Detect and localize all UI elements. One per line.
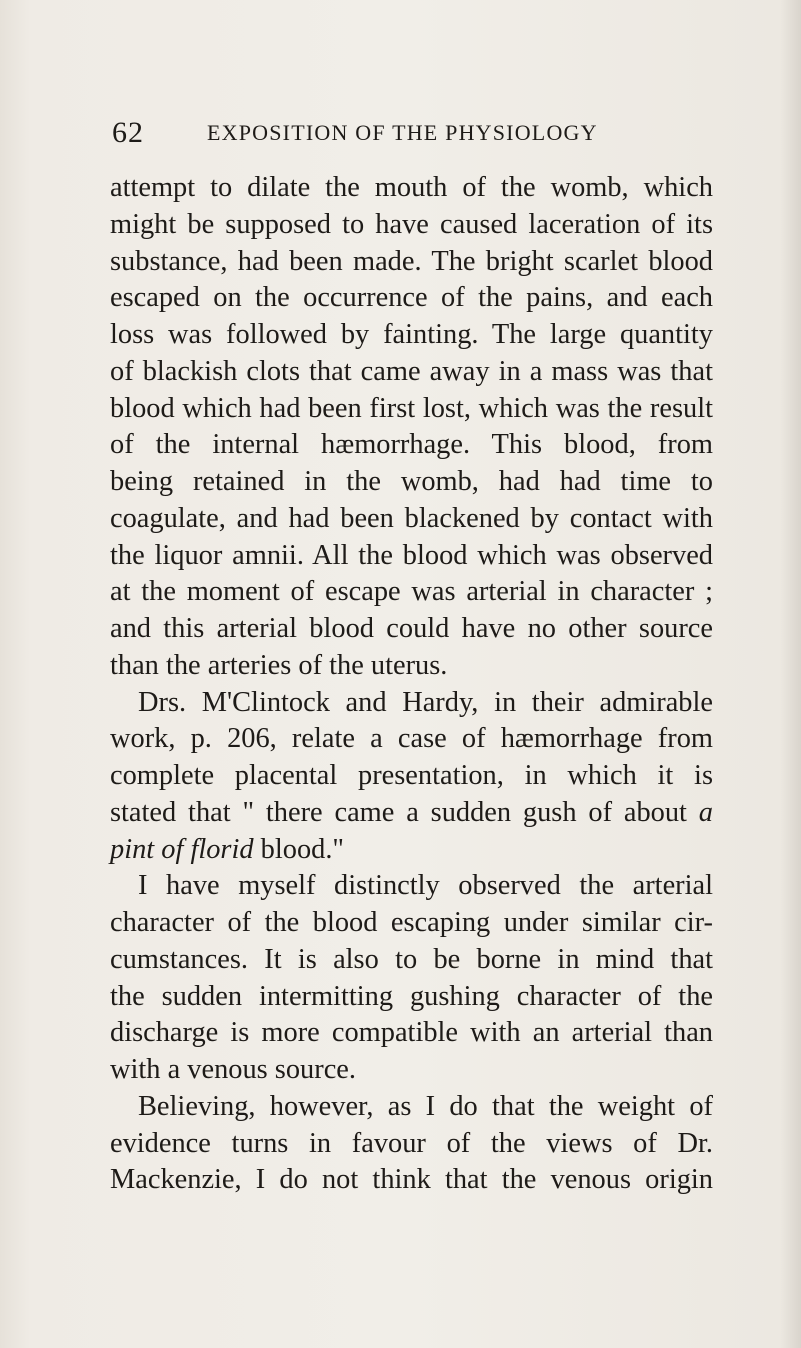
body-text: [110, 170, 713, 1199]
text-line: of blackish clots that came away in a mass was that: [110, 355, 713, 387]
text-line: Mackenzie, I do not think that the venous origin: [110, 1164, 713, 1196]
text-line: evidence turns in favour of the views of Dr.: [110, 1127, 713, 1159]
text-line: Believing, however, as I do that the weight of: [138, 1090, 713, 1122]
page-header: [112, 116, 712, 156]
text-line: cumstances. It is also to be borne in mind that: [110, 943, 713, 975]
text-line: at the moment of escape was arterial in character ;: [110, 576, 713, 608]
text-line: Drs. M'Clintock and Hardy, in their admirable: [138, 686, 713, 718]
italic-segment: pint of florid: [110, 833, 254, 865]
text-line: might be supposed to have caused laceration of its: [110, 208, 713, 240]
text-line: blood which had been first lost, which was the result: [110, 392, 713, 424]
text-line: being retained in the womb, had had time to: [110, 466, 713, 497]
text-line: work, p. 206, relate a case of hæmorrhage from: [110, 723, 713, 755]
text-line: discharge is more compatible with an arterial than: [110, 1017, 713, 1049]
text-line: substance, had been made. The bright scarlet blood: [110, 245, 713, 277]
text-line: and this arterial blood could have no other source: [110, 613, 713, 644]
text-line: with a venous source.: [110, 1054, 356, 1085]
text-line: coagulate, and had been blackened by contact with: [110, 502, 713, 534]
text-line: I have myself distinctly observed the arterial: [138, 870, 713, 902]
text-line: of the internal hæmorrhage. This blood, from: [110, 429, 713, 461]
text-line: complete placental presentation, in which it is: [110, 760, 713, 791]
text-line: loss was followed by fainting. The large quantity: [110, 319, 713, 350]
page-number: 62: [112, 116, 144, 149]
text-line: [110, 832, 713, 869]
running-title: EXPOSITION OF THE PHYSIOLOGY: [207, 120, 598, 145]
line-segment: blood.": [253, 833, 345, 865]
italic-segment: a: [698, 796, 713, 828]
text-line: [110, 795, 713, 832]
text-line: character of the blood escaping under similar cir-: [110, 907, 713, 938]
text-line: escaped on the occurrence of the pains, and each: [110, 282, 713, 314]
text-line: attempt to dilate the mouth of the womb, which: [110, 172, 713, 203]
line-segment: stated that " there came a sudden gush of about: [110, 796, 687, 828]
text-line: the liquor amnii. All the blood which was observed: [110, 539, 713, 571]
text-line: than the arteries of the uterus.: [110, 649, 448, 681]
text-line: the sudden intermitting gushing character of the: [110, 980, 713, 1012]
